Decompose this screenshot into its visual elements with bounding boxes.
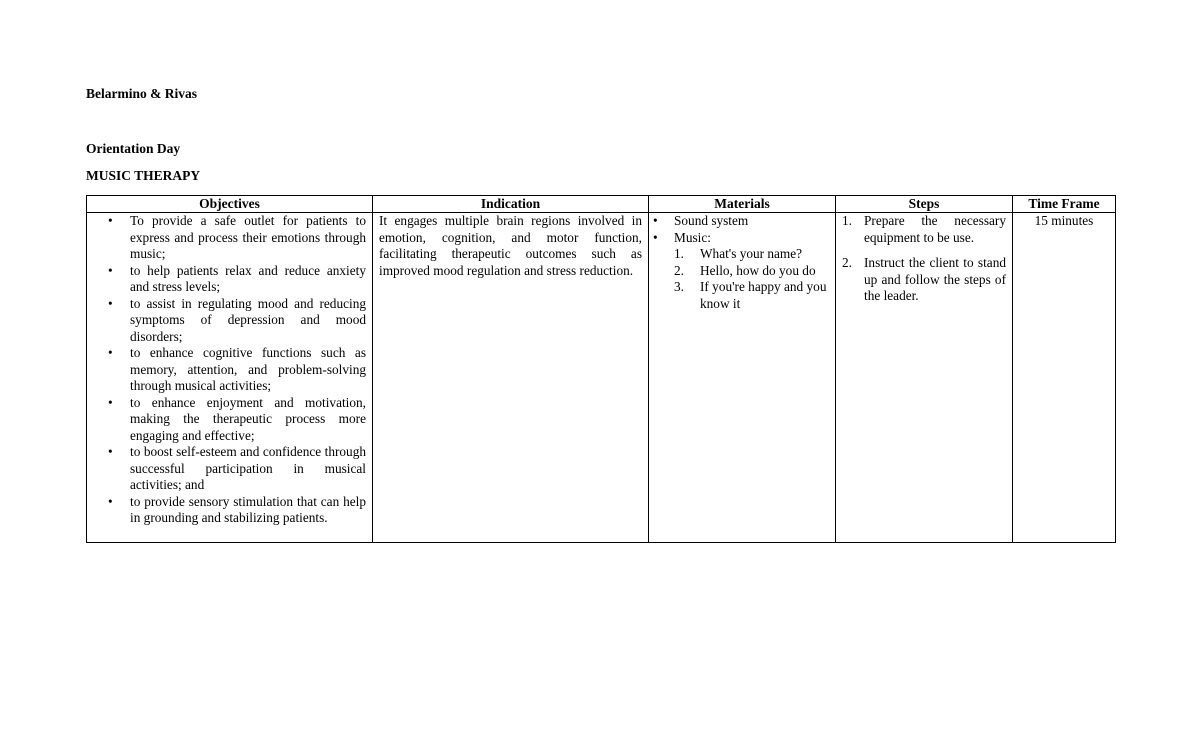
step-number: 1. — [842, 213, 852, 228]
objective-item: • to boost self-esteem and confidence through successful participation in musical activities; and — [87, 444, 366, 494]
step-text: Prepare the necessary equipment to be use. — [864, 213, 1006, 245]
song-item — [652, 279, 829, 312]
step-text: Instruct the client to stand up and follow the steps of the leader. — [864, 255, 1006, 303]
objectives-cell — [87, 213, 373, 543]
objective-item: • to enhance enjoyment and motivation, making the therapeutic process more engaging and effective; — [87, 395, 366, 445]
step-item — [842, 213, 1006, 246]
materials-cell — [649, 213, 836, 543]
steps-list — [842, 213, 1006, 305]
objective-item: • to enhance cognitive functions such as memory, attention, and problem-solving through musical activities; — [87, 345, 366, 395]
materials-list — [652, 213, 829, 246]
activity-plan-table — [86, 195, 1116, 543]
column-header-steps: Steps — [836, 196, 1013, 213]
objective-item: • to provide sensory stimulation that can help in grounding and stabilizing patients. — [87, 494, 366, 527]
song-title: What's your name? — [700, 246, 803, 261]
table-header-row — [87, 196, 1116, 213]
authors-heading: Belarmino & Rivas — [86, 86, 197, 101]
song-title: If you're happy and you know it — [700, 279, 827, 311]
song-number: 2. — [674, 262, 684, 278]
table-row — [87, 213, 1116, 543]
column-header-indication: Indication — [373, 196, 649, 213]
song-item — [652, 246, 829, 263]
time-frame-cell: 15 minutes — [1013, 213, 1116, 543]
song-number: 1. — [674, 246, 684, 261]
objective-item: • to assist in regulating mood and reducing symptoms of depression and mood disorders; — [87, 296, 366, 346]
day-heading: Orientation Day — [86, 141, 181, 156]
objectives-list — [87, 213, 366, 527]
steps-cell — [836, 213, 1013, 543]
song-title: Hello, how do you do — [700, 262, 816, 278]
indication-text: It engages multiple brain regions involved in emotion, cognition, and motor function, facilitating therapeutic outcomes such as improved mood regulation and stress reduction. — [379, 213, 642, 278]
activity-title: MUSIC THERAPY — [86, 168, 201, 183]
song-number: 3. — [674, 279, 684, 294]
step-item — [842, 255, 1006, 305]
indication-cell — [373, 213, 649, 543]
column-header-objectives: Objectives — [87, 196, 373, 213]
material-item: • Sound system — [652, 213, 829, 230]
column-header-time-frame: Time Frame — [1013, 196, 1116, 213]
song-item — [652, 263, 829, 280]
objective-item: • to help patients relax and reduce anxiety and stress levels; — [87, 263, 366, 296]
column-header-materials: Materials — [649, 196, 836, 213]
objective-item: • To provide a safe outlet for patients to express and process their emotions through music; — [87, 213, 366, 263]
material-item: • Music: — [652, 230, 829, 247]
music-list — [652, 246, 829, 312]
step-number: 2. — [842, 255, 852, 270]
